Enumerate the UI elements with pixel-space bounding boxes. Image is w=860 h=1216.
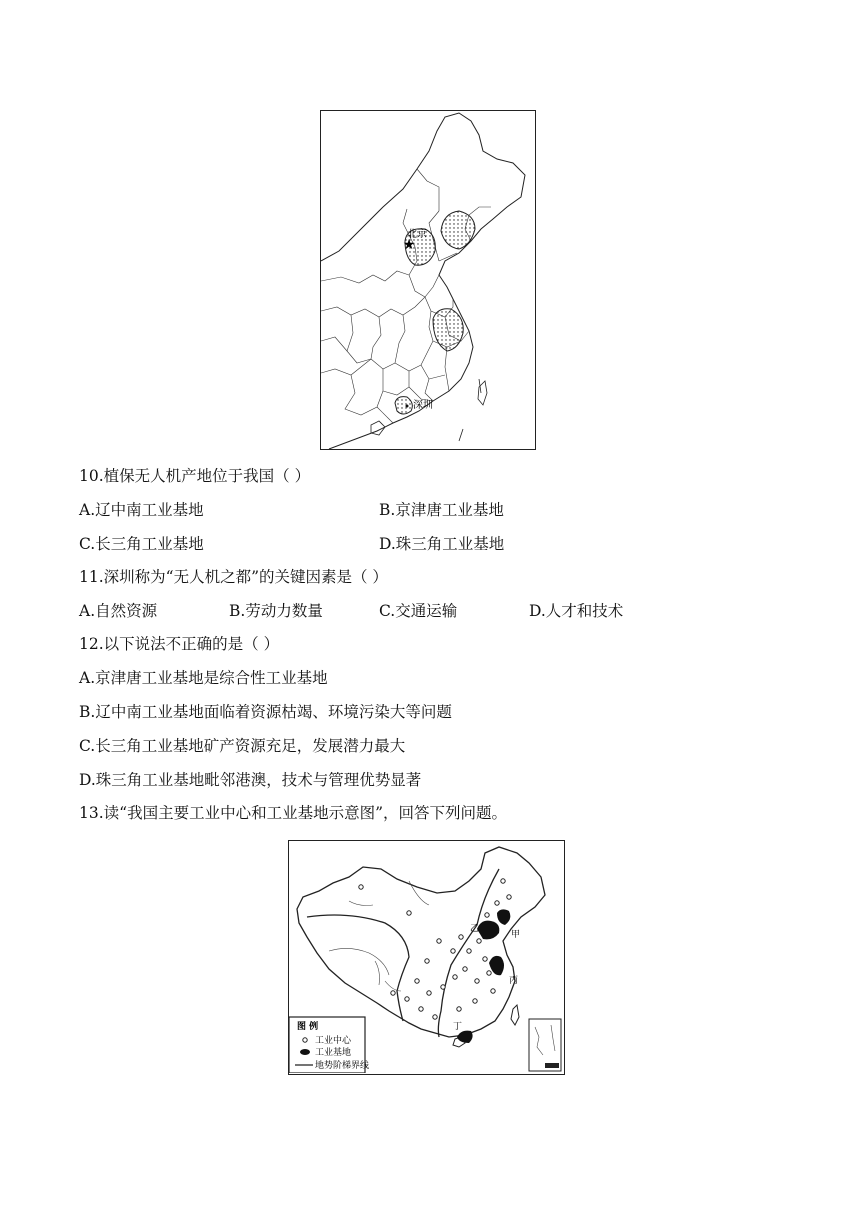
q10-option-c: C.长三角工业基地 [79,535,204,553]
legend-line: 地势阶梯界线 [315,1061,370,1071]
q10-option-b: B.京津唐工业基地 [379,501,504,519]
legend-center: 工业中心 [315,1036,352,1046]
changsanjiao-base [433,309,463,351]
legend [289,1017,369,1073]
label-jia: 甲 [511,930,521,940]
q12-stem: 12.以下说法不正确的是（ ） [79,635,280,653]
shenzhen-point [406,405,409,408]
q12-option-c: C.长三角工业基地矿产资源充足，发展潜力最大 [79,737,406,755]
q10-option-a: A.辽中南工业基地 [79,501,204,519]
q12-option-a: A.京津唐工业基地是综合性工业基地 [79,669,328,687]
beijing-star-icon: ★ [402,237,416,253]
legend-center-icon [303,1038,307,1042]
china-map-drawing [289,841,563,1073]
legend-base-icon [300,1049,310,1055]
industrial-base-map [320,110,536,450]
map-drawing [321,111,535,449]
label-shenzhen: 深圳 [413,400,433,411]
q13-stem: 13.读“我国主要工业中心和工业基地示意图”，回答下列问题。 [79,804,508,822]
q11-option-c: C.交通运输 [379,602,458,620]
label-beijing: 北京 [407,229,427,240]
q11-option-a: A.自然资源 [79,602,158,620]
zhusanjiao-base [395,397,412,414]
q10-option-d: D.珠三角工业基地 [379,535,505,553]
terrain-step-line-1 [307,915,409,1021]
label-yi: 乙 [470,924,480,934]
industrial-centers [359,879,511,1019]
q11-option-b: B.劳动力数量 [229,602,323,620]
q11-option-d: D.人才和技术 [529,602,624,620]
q11-stem: 11.深圳称为“无人机之都”的关键因素是（ ） [79,568,388,586]
q12-option-b: B.辽中南工业基地面临着资源枯竭、环境污染大等问题 [79,703,452,721]
liaozhongnan-base [441,211,475,249]
industrial-center-map [288,840,565,1075]
label-ding: 丁 [453,1022,463,1032]
industrial-bases [457,909,510,1043]
label-bing: 丙 [509,976,519,986]
q10-stem: 10.植保无人机产地位于我国（ ） [79,467,311,485]
legend-base: 工业基地 [315,1048,352,1058]
legend-title: 图 例 [297,1022,319,1032]
q12-option-d: D.珠三角工业基地毗邻港澳，技术与管理优势显著 [79,771,422,789]
